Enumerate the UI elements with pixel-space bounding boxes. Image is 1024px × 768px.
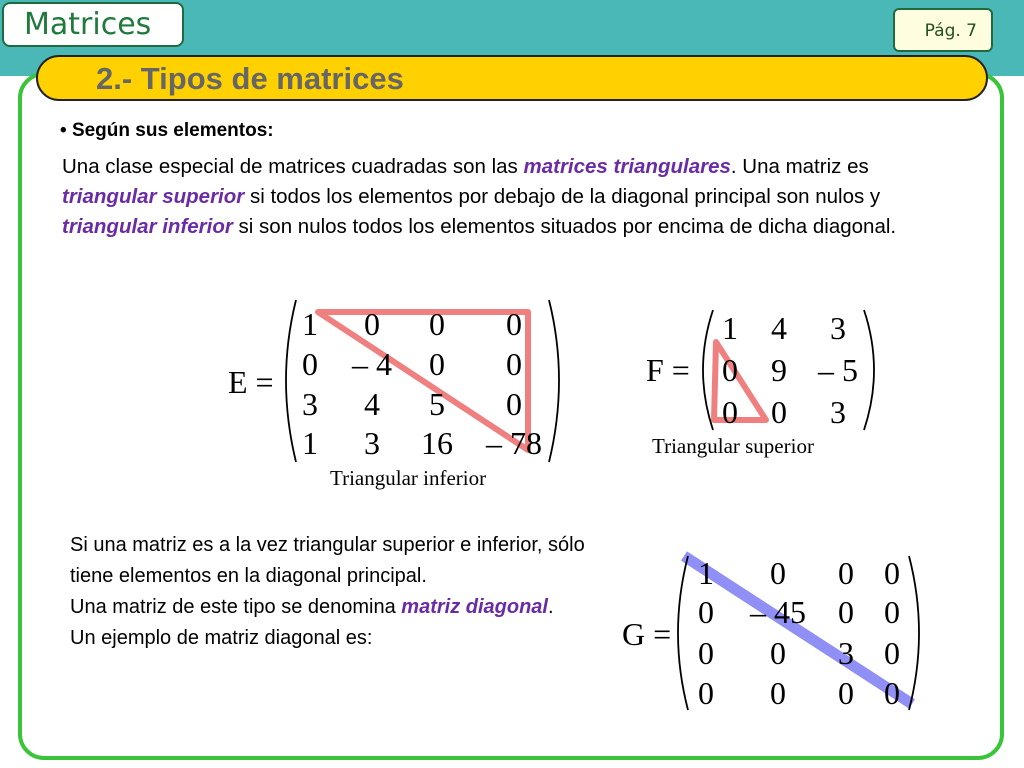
- matrix-cell: 0: [884, 555, 900, 591]
- bracket-right-e: [549, 300, 559, 462]
- paragraph-line: Si una matriz es a la vez triangular superior e inferior, sólo tiene elementos en la diagonal principal.: [70, 534, 585, 587]
- paragraph-line: Un ejemplo de matriz diagonal es:: [70, 627, 373, 649]
- matrix-cell: – 5: [818, 352, 858, 388]
- matrix-cell: 5: [429, 386, 445, 422]
- matrix-cell: 0: [770, 635, 786, 671]
- matrix-cell: 3: [364, 425, 380, 461]
- matrix-cell: 1: [302, 306, 318, 342]
- matrix-cell: 0: [698, 675, 714, 711]
- matrix-cell: 0: [838, 555, 854, 591]
- highlight-term: matrices triangulares: [523, 155, 731, 178]
- matrix-g-label: G =: [622, 616, 672, 652]
- matrix-cell: 0: [302, 346, 318, 382]
- matrix-cell: 0: [838, 594, 854, 630]
- bullet-heading-text: Según sus elementos:: [71, 120, 274, 141]
- page-number: Pág. 7: [924, 21, 977, 41]
- matrix-cell: 0: [429, 346, 445, 382]
- bracket-left-e: [286, 300, 296, 462]
- paragraph-line: [70, 592, 600, 623]
- text-run: Una clase especial de matrices cuadradas son las: [62, 155, 524, 178]
- matrix-cell: 0: [364, 306, 380, 342]
- matrix-cell: 1: [722, 310, 738, 346]
- matrix-cell: 0: [698, 635, 714, 671]
- matrix-e-label: E =: [228, 364, 274, 400]
- text-run: si todos los elementos por debajo de la diagonal principal son nulos y: [244, 185, 881, 208]
- matrix-e-caption: Triangular inferior: [330, 466, 487, 490]
- bracket-right-f: [864, 310, 874, 430]
- bullet-heading: • Según sus elementos:: [60, 120, 274, 141]
- matrix-cell: 3: [302, 386, 318, 422]
- matrix-cell: 0: [884, 594, 900, 630]
- matrix-cell: 0: [722, 394, 738, 430]
- matrix-cell: 0: [722, 352, 738, 388]
- matrix-cell: – 45: [750, 594, 806, 630]
- matrix-cell: 0: [770, 555, 786, 591]
- matrix-cell: 0: [771, 394, 787, 430]
- matrix-cell: 3: [830, 394, 846, 430]
- matrix-cell: 4: [364, 386, 380, 422]
- matrix-cell: 0: [506, 306, 522, 342]
- text-run: .: [548, 596, 554, 618]
- matrix-cell: 9: [771, 352, 787, 388]
- matrix-cell: 16: [421, 425, 453, 461]
- highlight-term: matriz diagonal: [401, 596, 548, 618]
- text-run: Una matriz de este tipo se denomina: [70, 596, 402, 618]
- matrix-cell: 0: [770, 675, 786, 711]
- text-run: . Una matriz es: [730, 155, 869, 178]
- matrix-cell: – 78: [486, 425, 542, 461]
- matrix-cell: 0: [429, 306, 445, 342]
- matrix-cell: 3: [830, 310, 846, 346]
- matrix-cell: 0: [506, 346, 522, 382]
- matrix-cell: 0: [884, 675, 900, 711]
- matrix-cell: 1: [698, 555, 714, 591]
- matrix-cell: 0: [884, 635, 900, 671]
- matrix-cell: 3: [838, 635, 854, 671]
- matrix-cell: 0: [838, 675, 854, 711]
- highlight-term: triangular superior: [62, 185, 245, 208]
- bracket-right-g: [909, 556, 919, 710]
- app-title: Matrices: [24, 7, 152, 42]
- matrix-cell: 1: [302, 425, 318, 461]
- paragraph-diagonal: [70, 530, 600, 654]
- matrix-cell: 4: [771, 310, 787, 346]
- matrix-cell: 0: [698, 594, 714, 630]
- highlight-term: triangular inferior: [62, 215, 233, 238]
- matrix-f-caption: Triangular superior: [652, 434, 814, 458]
- bracket-left-g: [678, 556, 688, 710]
- matrix-cell: – 4: [352, 346, 392, 382]
- text-run: si son nulos todos los elementos situados por encima de dicha diagonal.: [232, 215, 897, 238]
- matrix-f-label: F =: [646, 352, 690, 388]
- matrix-cell: 0: [506, 386, 522, 422]
- section-title: 2.- Tipos de matrices: [96, 61, 404, 96]
